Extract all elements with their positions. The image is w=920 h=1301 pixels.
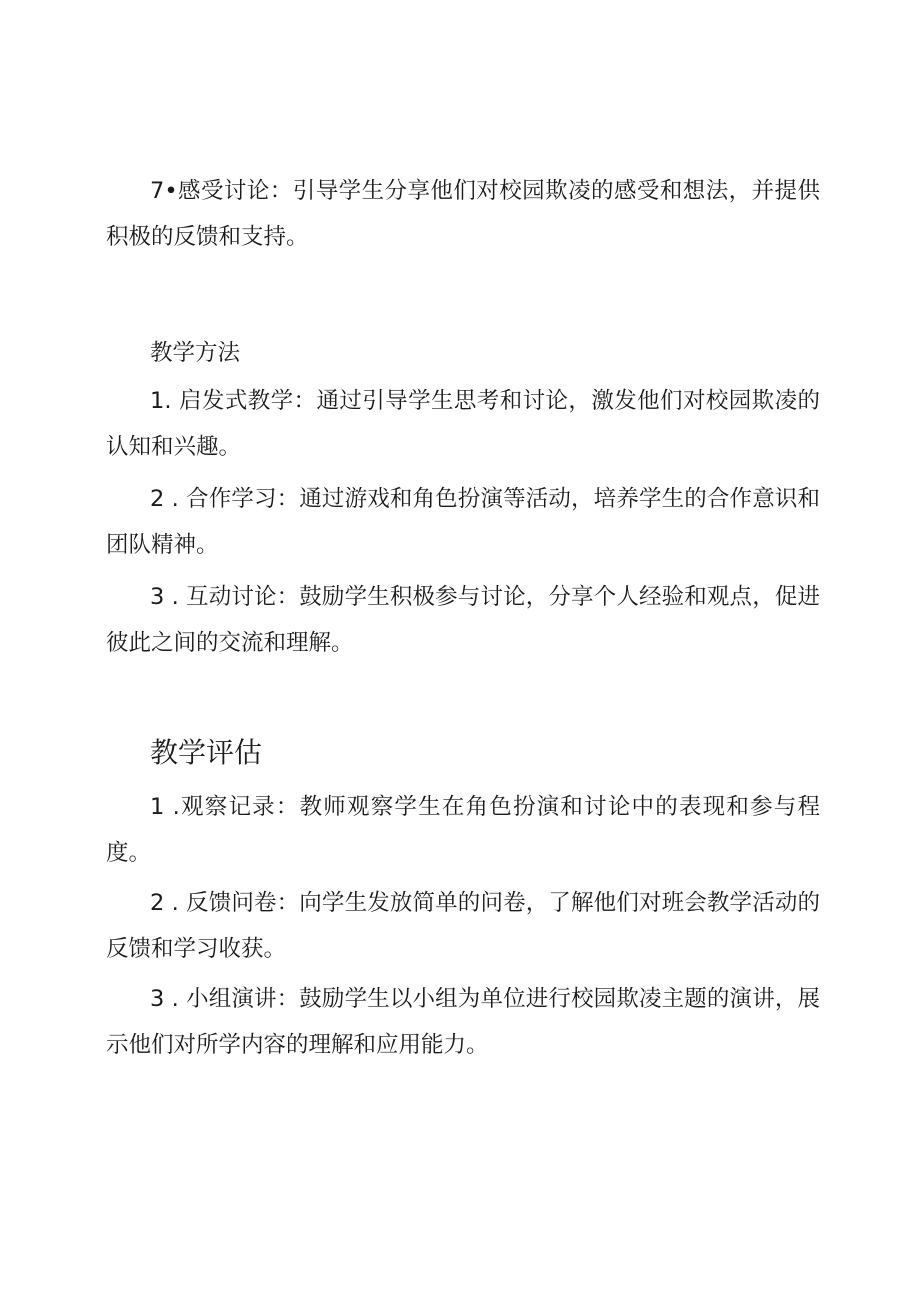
evaluation-heading: 教学评估: [150, 736, 263, 769]
methods-item-3: 3 . 互动讨论：鼓励学生积极参与讨论，分享个人经验和观点，促进彼此之间的交流和理解。: [106, 584, 820, 656]
evaluation-item-2: 2 . 反馈问卷：向学生发放简单的问卷，了解他们对班会教学活动的反馈和学习收获。: [106, 890, 820, 962]
evaluation-item-3: 3 . 小组演讲：鼓励学生以小组为单位进行校园欺凌主题的演讲，展示他们对所学内容的理解和应用能力。: [106, 986, 820, 1058]
methods-item-1: 1. 启发式教学：通过引导学生思考和讨论，激发他们对校园欺凌的认知和兴趣。: [106, 388, 820, 460]
feelings-discussion-paragraph: 7•感受讨论：引导学生分享他们对校园欺凌的感受和想法，并提供积极的反馈和支持。: [106, 178, 820, 250]
evaluation-item-1: 1 .观察记录：教师观察学生在角色扮演和讨论中的表现和参与程度。: [106, 794, 820, 866]
methods-subheading: 教学方法: [150, 340, 241, 366]
methods-item-2: 2 . 合作学习：通过游戏和角色扮演等活动，培养学生的合作意识和团队精神。: [106, 486, 820, 558]
